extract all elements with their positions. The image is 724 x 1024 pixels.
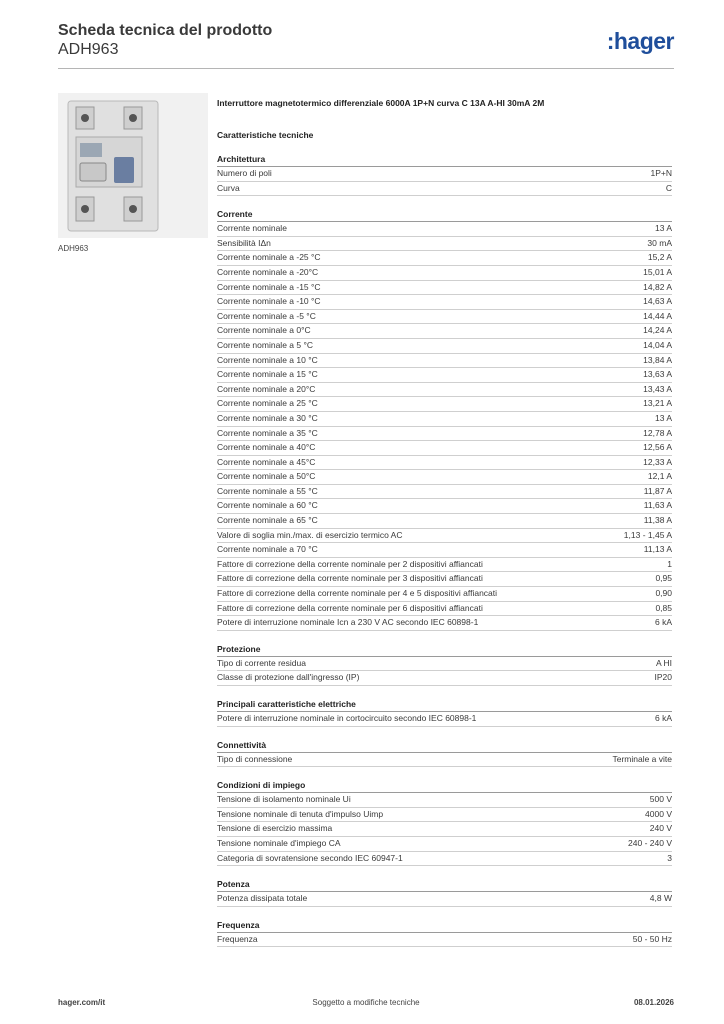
document-title: Scheda tecnica del prodotto (58, 22, 273, 39)
spec-value: 11,87 A (643, 485, 672, 496)
logo-text: hager (613, 28, 674, 54)
spec-value: 0,90 (655, 588, 672, 599)
spec-value: IP20 (654, 672, 672, 683)
spec-sections (217, 153, 672, 947)
spec-row (217, 251, 672, 266)
spec-row (217, 456, 672, 471)
spec-row (217, 412, 672, 427)
spec-row (217, 441, 672, 456)
spec-value: 14,04 A (643, 339, 672, 350)
spec-label: Corrente nominale a 50°C (217, 471, 316, 482)
spec-value: 15,2 A (647, 252, 672, 263)
spec-row (217, 310, 672, 325)
spec-label: Corrente nominale (217, 223, 287, 234)
spec-row (217, 657, 672, 672)
spec-value: 50 - 50 Hz (632, 933, 672, 944)
spec-row (217, 558, 672, 573)
spec-label: Tensione nominale di tenuta d'impulso Uimp (217, 808, 384, 819)
spec-row (217, 587, 672, 602)
spec-row (217, 852, 672, 867)
spec-value: 12,56 A (643, 442, 672, 453)
spec-value: 12,33 A (643, 456, 672, 467)
spec-section (217, 739, 672, 768)
spec-value: 13,43 A (643, 383, 672, 394)
page-header (58, 22, 272, 60)
spec-label: Corrente nominale a -25 °C (217, 252, 321, 263)
spec-label: Tensione nominale d'impiego CA (217, 837, 341, 848)
section-title: Corrente (217, 208, 672, 222)
spec-row (217, 837, 672, 852)
spec-row (217, 324, 672, 339)
spec-row (217, 529, 672, 544)
header-divider (58, 68, 674, 69)
spec-value: 11,63 A (643, 500, 672, 511)
image-caption: ADH963 (58, 244, 89, 253)
spec-label: Corrente nominale a 70 °C (217, 544, 318, 555)
spec-label: Tensione di isolamento nominale Ui (217, 794, 351, 805)
spec-value: Terminale a vite (612, 753, 672, 764)
spec-label: Categoria di sovratensione secondo IEC 60947-1 (217, 852, 403, 863)
spec-label: Classe di protezione dall'ingresso (IP) (217, 672, 360, 683)
spec-row (217, 822, 672, 837)
footer-website: hager.com/it (58, 998, 106, 1007)
spec-row (217, 712, 672, 727)
spec-label: Frequenza (217, 933, 258, 944)
spec-value: 1 (667, 558, 672, 569)
spec-row (217, 266, 672, 281)
spec-row (217, 222, 672, 237)
spec-label: Fattore di correzione della corrente nominale per 3 dispositivi affiancati (217, 573, 483, 584)
spec-label: Corrente nominale a 60 °C (217, 500, 318, 511)
spec-value: 500 V (649, 794, 672, 805)
footer-date: 08.01.2026 (633, 998, 674, 1007)
spec-label: Corrente nominale a 10 °C (217, 354, 318, 365)
spec-row (217, 295, 672, 310)
spec-label: Numero di poli (217, 168, 272, 178)
spec-label: Corrente nominale a 55 °C (217, 485, 318, 496)
spec-row (217, 354, 672, 369)
product-code: ADH963 (58, 41, 119, 58)
spec-section (217, 878, 672, 907)
section-title: Frequenza (217, 919, 672, 933)
spec-row (217, 499, 672, 514)
spec-row (217, 368, 672, 383)
spec-row (217, 427, 672, 442)
spec-value: 4000 V (645, 808, 672, 819)
spec-value: 12,78 A (643, 427, 672, 438)
spec-label: Corrente nominale a -5 °C (217, 310, 316, 321)
spec-label: Fattore di correzione della corrente nominale per 4 e 5 dispositivi affiancati (217, 588, 498, 599)
spec-row (217, 808, 672, 823)
spec-value: 30 mA (647, 237, 672, 248)
spec-section (217, 643, 672, 686)
section-title: Condizioni di impiego (217, 779, 672, 793)
spec-label: Corrente nominale a 65 °C (217, 515, 318, 526)
spec-label: Corrente nominale a 25 °C (217, 398, 318, 409)
spec-value: 3 (667, 852, 672, 863)
spec-content (217, 96, 672, 947)
spec-value: 14,24 A (643, 325, 672, 336)
spec-value: 11,38 A (643, 515, 672, 526)
spec-label: Corrente nominale a 40°C (217, 442, 316, 453)
spec-section (217, 919, 672, 948)
spec-label: Valore di soglia min./max. di esercizio termico AC (217, 529, 403, 540)
spec-value: 12,1 A (647, 471, 672, 482)
section-title: Connettività (217, 739, 672, 753)
spec-value: 13 A (654, 412, 672, 423)
spec-label: Corrente nominale a -10 °C (217, 296, 321, 307)
spec-value: 1P+N (650, 168, 672, 178)
spec-value: 14,82 A (643, 281, 672, 292)
footer-note: Soggetto a modifiche tecniche (312, 998, 420, 1007)
spec-label: Tensione di esercizio massima (217, 823, 333, 834)
spec-value: C (665, 182, 672, 193)
spec-value: 11,13 A (643, 544, 672, 555)
product-image (58, 93, 208, 238)
spec-value: 0,95 (655, 573, 672, 584)
spec-label: Corrente nominale a -20°C (217, 266, 319, 277)
spec-value: 13,84 A (643, 354, 672, 365)
spec-value: 6 kA (654, 617, 672, 628)
spec-section (217, 779, 672, 866)
spec-label: Corrente nominale a -15 °C (217, 281, 321, 292)
spec-row (217, 397, 672, 412)
spec-row (217, 514, 672, 529)
spec-value: 0,85 (655, 602, 672, 613)
spec-value: 4,8 W (649, 893, 672, 904)
spec-label: Fattore di correzione della corrente nominale per 2 dispositivi affiancati (217, 558, 483, 569)
spec-row (217, 753, 672, 768)
spec-row (217, 543, 672, 558)
spec-row (217, 602, 672, 617)
spec-value: 13 A (654, 223, 672, 234)
spec-label: Corrente nominale a 45°C (217, 456, 316, 467)
spec-row (217, 616, 672, 631)
spec-value: 240 V (649, 823, 672, 834)
spec-row (217, 470, 672, 485)
spec-label: Corrente nominale a 20°C (217, 383, 316, 394)
spec-row (217, 933, 672, 948)
spec-value: 15,01 A (643, 266, 672, 277)
spec-label: Potenza dissipata totale (217, 893, 308, 904)
spec-value: 13,21 A (643, 398, 672, 409)
spec-row (217, 671, 672, 686)
spec-row (217, 383, 672, 398)
section-title: Principali caratteristiche elettriche (217, 698, 672, 712)
product-description: Interruttore magnetotermico differenziale 6000A 1P+N curva C 13A A-HI 30mA 2M (217, 98, 545, 108)
spec-label: Corrente nominale a 15 °C (217, 369, 318, 380)
spec-section (217, 208, 672, 631)
spec-label: Tipo di connessione (217, 753, 293, 764)
spec-value: A HI (655, 657, 672, 668)
spec-row (217, 485, 672, 500)
section-title: Potenza (217, 878, 672, 892)
spec-section (217, 698, 672, 727)
spec-value: 1,13 - 1,45 A (623, 529, 672, 540)
spec-label: Curva (217, 182, 240, 193)
spec-label: Potere di interruzione nominale Icn a 230 V AC secondo IEC 60898-1 (217, 617, 479, 628)
spec-row (217, 572, 672, 587)
spec-label: Tipo di corrente residua (217, 657, 306, 668)
spec-row (217, 793, 672, 808)
spec-label: Corrente nominale a 5 °C (217, 339, 314, 350)
spec-value: 14,63 A (643, 296, 672, 307)
spec-value: 6 kA (654, 713, 672, 723)
spec-label: Potere di interruzione nominale in cortocircuito secondo IEC 60898-1 (217, 713, 477, 723)
spec-row (217, 167, 672, 182)
spec-row (217, 237, 672, 252)
spec-label: Corrente nominale a 35 °C (217, 427, 318, 438)
spec-label: Corrente nominale a 0°C (217, 325, 311, 336)
spec-row (217, 892, 672, 907)
spec-row (217, 339, 672, 354)
specs-heading: Caratteristiche tecniche (217, 130, 314, 140)
spec-row (217, 182, 672, 197)
spec-value: 240 - 240 V (628, 837, 672, 848)
spec-section (217, 153, 672, 196)
section-title: Architettura (217, 153, 672, 167)
hager-logo (607, 28, 674, 55)
spec-value: 13,63 A (643, 369, 672, 380)
spec-label: Corrente nominale a 30 °C (217, 412, 318, 423)
spec-label: Sensibilità IΔn (217, 237, 271, 248)
spec-label: Fattore di correzione della corrente nominale per 6 dispositivi affiancati (217, 602, 483, 613)
logo-prefix: : (606, 28, 614, 54)
spec-value: 14,44 A (643, 310, 672, 321)
spec-row (217, 281, 672, 296)
section-title: Protezione (217, 643, 672, 657)
